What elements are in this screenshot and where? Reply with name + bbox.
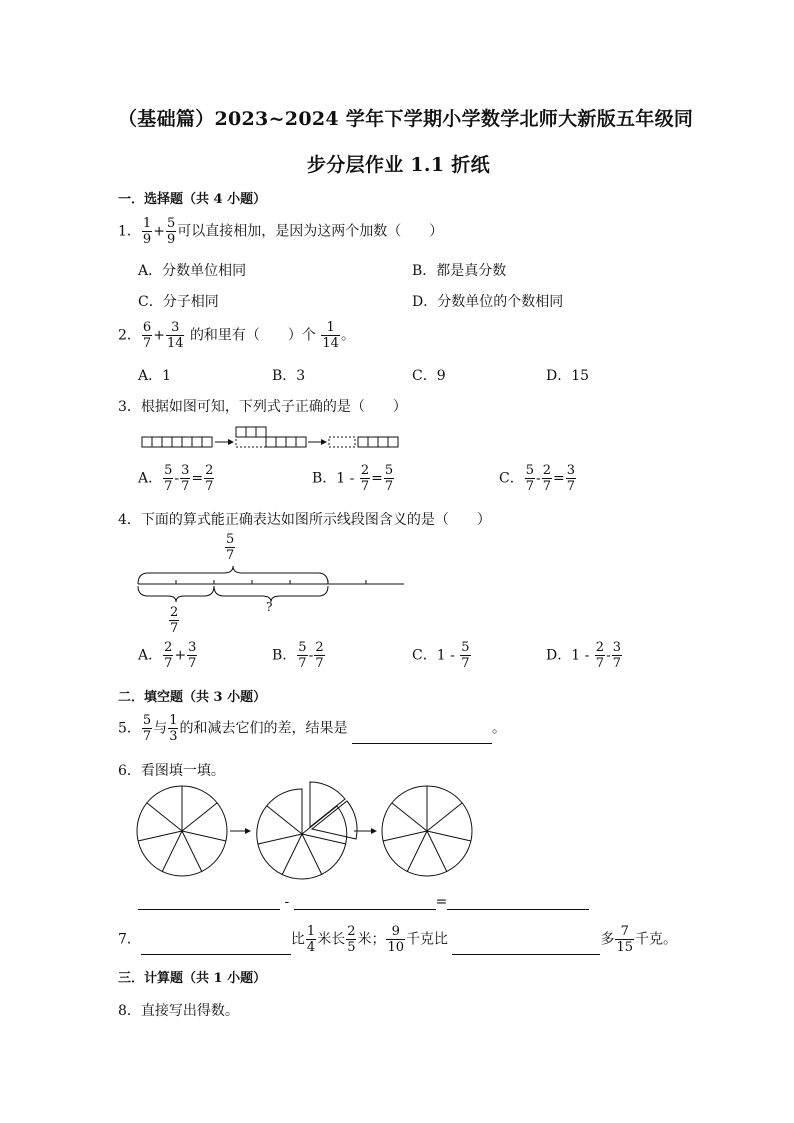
question-7: 7． 比 $\frac{1}{4}$ 米长 $\frac{2}{5}$ 米； $\frac{9}{10}$ 千克比 多 $\frac{7}{15}$ 千克。 bbox=[118, 924, 678, 955]
q7-blank-2[interactable] bbox=[452, 940, 600, 955]
q1-option-d[interactable]: D．分数单位的个数相同 bbox=[412, 294, 564, 310]
question-2: 2． $\frac{6}{7}$ + $\frac{3}{14}$ 的和里有（ ）个 $\frac{1}{14}$ 。 bbox=[118, 320, 355, 351]
question-1: 1． $\frac{1}{9}$ + $\frac{5}{9}$ 可以直接相加，是因为这两个加数（ ） bbox=[118, 216, 444, 247]
q3-option-a[interactable]: A． $\frac{5}{7}$ - $\frac{3}{7}$ = $\frac{2}{7}$ bbox=[138, 463, 214, 494]
q7-blank-1[interactable] bbox=[141, 940, 291, 955]
q4-unknown-mark: ? bbox=[266, 600, 273, 614]
q4-top-fraction: $\frac{5}{7}$ bbox=[226, 532, 235, 563]
q2-option-d[interactable]: D．15 bbox=[546, 368, 590, 384]
q2-option-b[interactable]: B．3 bbox=[272, 368, 306, 384]
q4-option-a[interactable]: A． $\frac{2}{7}$ + $\frac{3}{7}$ bbox=[138, 640, 197, 671]
q3-option-c[interactable]: C． $\frac{5}{7}$ - $\frac{2}{7}$ = $\frac{3}{7}$ bbox=[499, 463, 576, 494]
question-5: 5． $\frac{5}{7}$ 与 $\frac{1}{3}$ 的和减去它们的差，结果是 。 bbox=[118, 713, 506, 744]
section-choice-heading: 一．选择题（共 4 小题） bbox=[118, 192, 267, 207]
q6-answer-row: - = bbox=[138, 894, 589, 910]
section-fill-heading: 二．填空题（共 3 小题） bbox=[118, 690, 267, 705]
q3-option-b[interactable]: B．1 - $\frac{2}{7}$ = $\frac{5}{7}$ bbox=[312, 463, 394, 494]
q4-left-fraction: $\frac{2}{7}$ bbox=[170, 605, 179, 636]
question-6: 6．看图填一填。 bbox=[118, 763, 225, 779]
section-calc-heading: 三．计算题（共 1 小题） bbox=[118, 971, 267, 986]
question-4: 4．下面的算式能正确表达如图所示线段图含义的是（ ） bbox=[118, 512, 491, 528]
q6-blank-3[interactable] bbox=[447, 895, 589, 910]
q6-blank-1[interactable] bbox=[138, 895, 280, 910]
q1-option-b[interactable]: B．都是真分数 bbox=[412, 263, 507, 279]
q6-blank-2[interactable] bbox=[294, 895, 436, 910]
q4-option-b[interactable]: B． $\frac{5}{7}$ - $\frac{2}{7}$ bbox=[272, 640, 324, 671]
q4-option-d[interactable]: D．1 - $\frac{2}{7}$ - $\frac{3}{7}$ bbox=[546, 640, 622, 671]
q5-answer-blank[interactable] bbox=[352, 729, 492, 744]
question-8: 8．直接写出得数。 bbox=[118, 1003, 239, 1019]
question-3: 3．根据如图可知，下列式子正确的是（ ） bbox=[118, 399, 407, 415]
q1-option-c[interactable]: C．分子相同 bbox=[138, 294, 219, 310]
q4-option-c[interactable]: C．1 - $\frac{5}{7}$ bbox=[412, 640, 470, 671]
title-line-2: 步分层作业 1.1 折纸 bbox=[307, 154, 490, 176]
q2-option-c[interactable]: C．9 bbox=[412, 368, 446, 384]
q1-option-a[interactable]: A．分数单位相同 bbox=[138, 263, 247, 279]
title-line-1: （基础篇）2023~2024 学年下学期小学数学北师大新版五年级同 bbox=[118, 108, 694, 130]
q2-option-a[interactable]: A．1 bbox=[138, 368, 172, 384]
